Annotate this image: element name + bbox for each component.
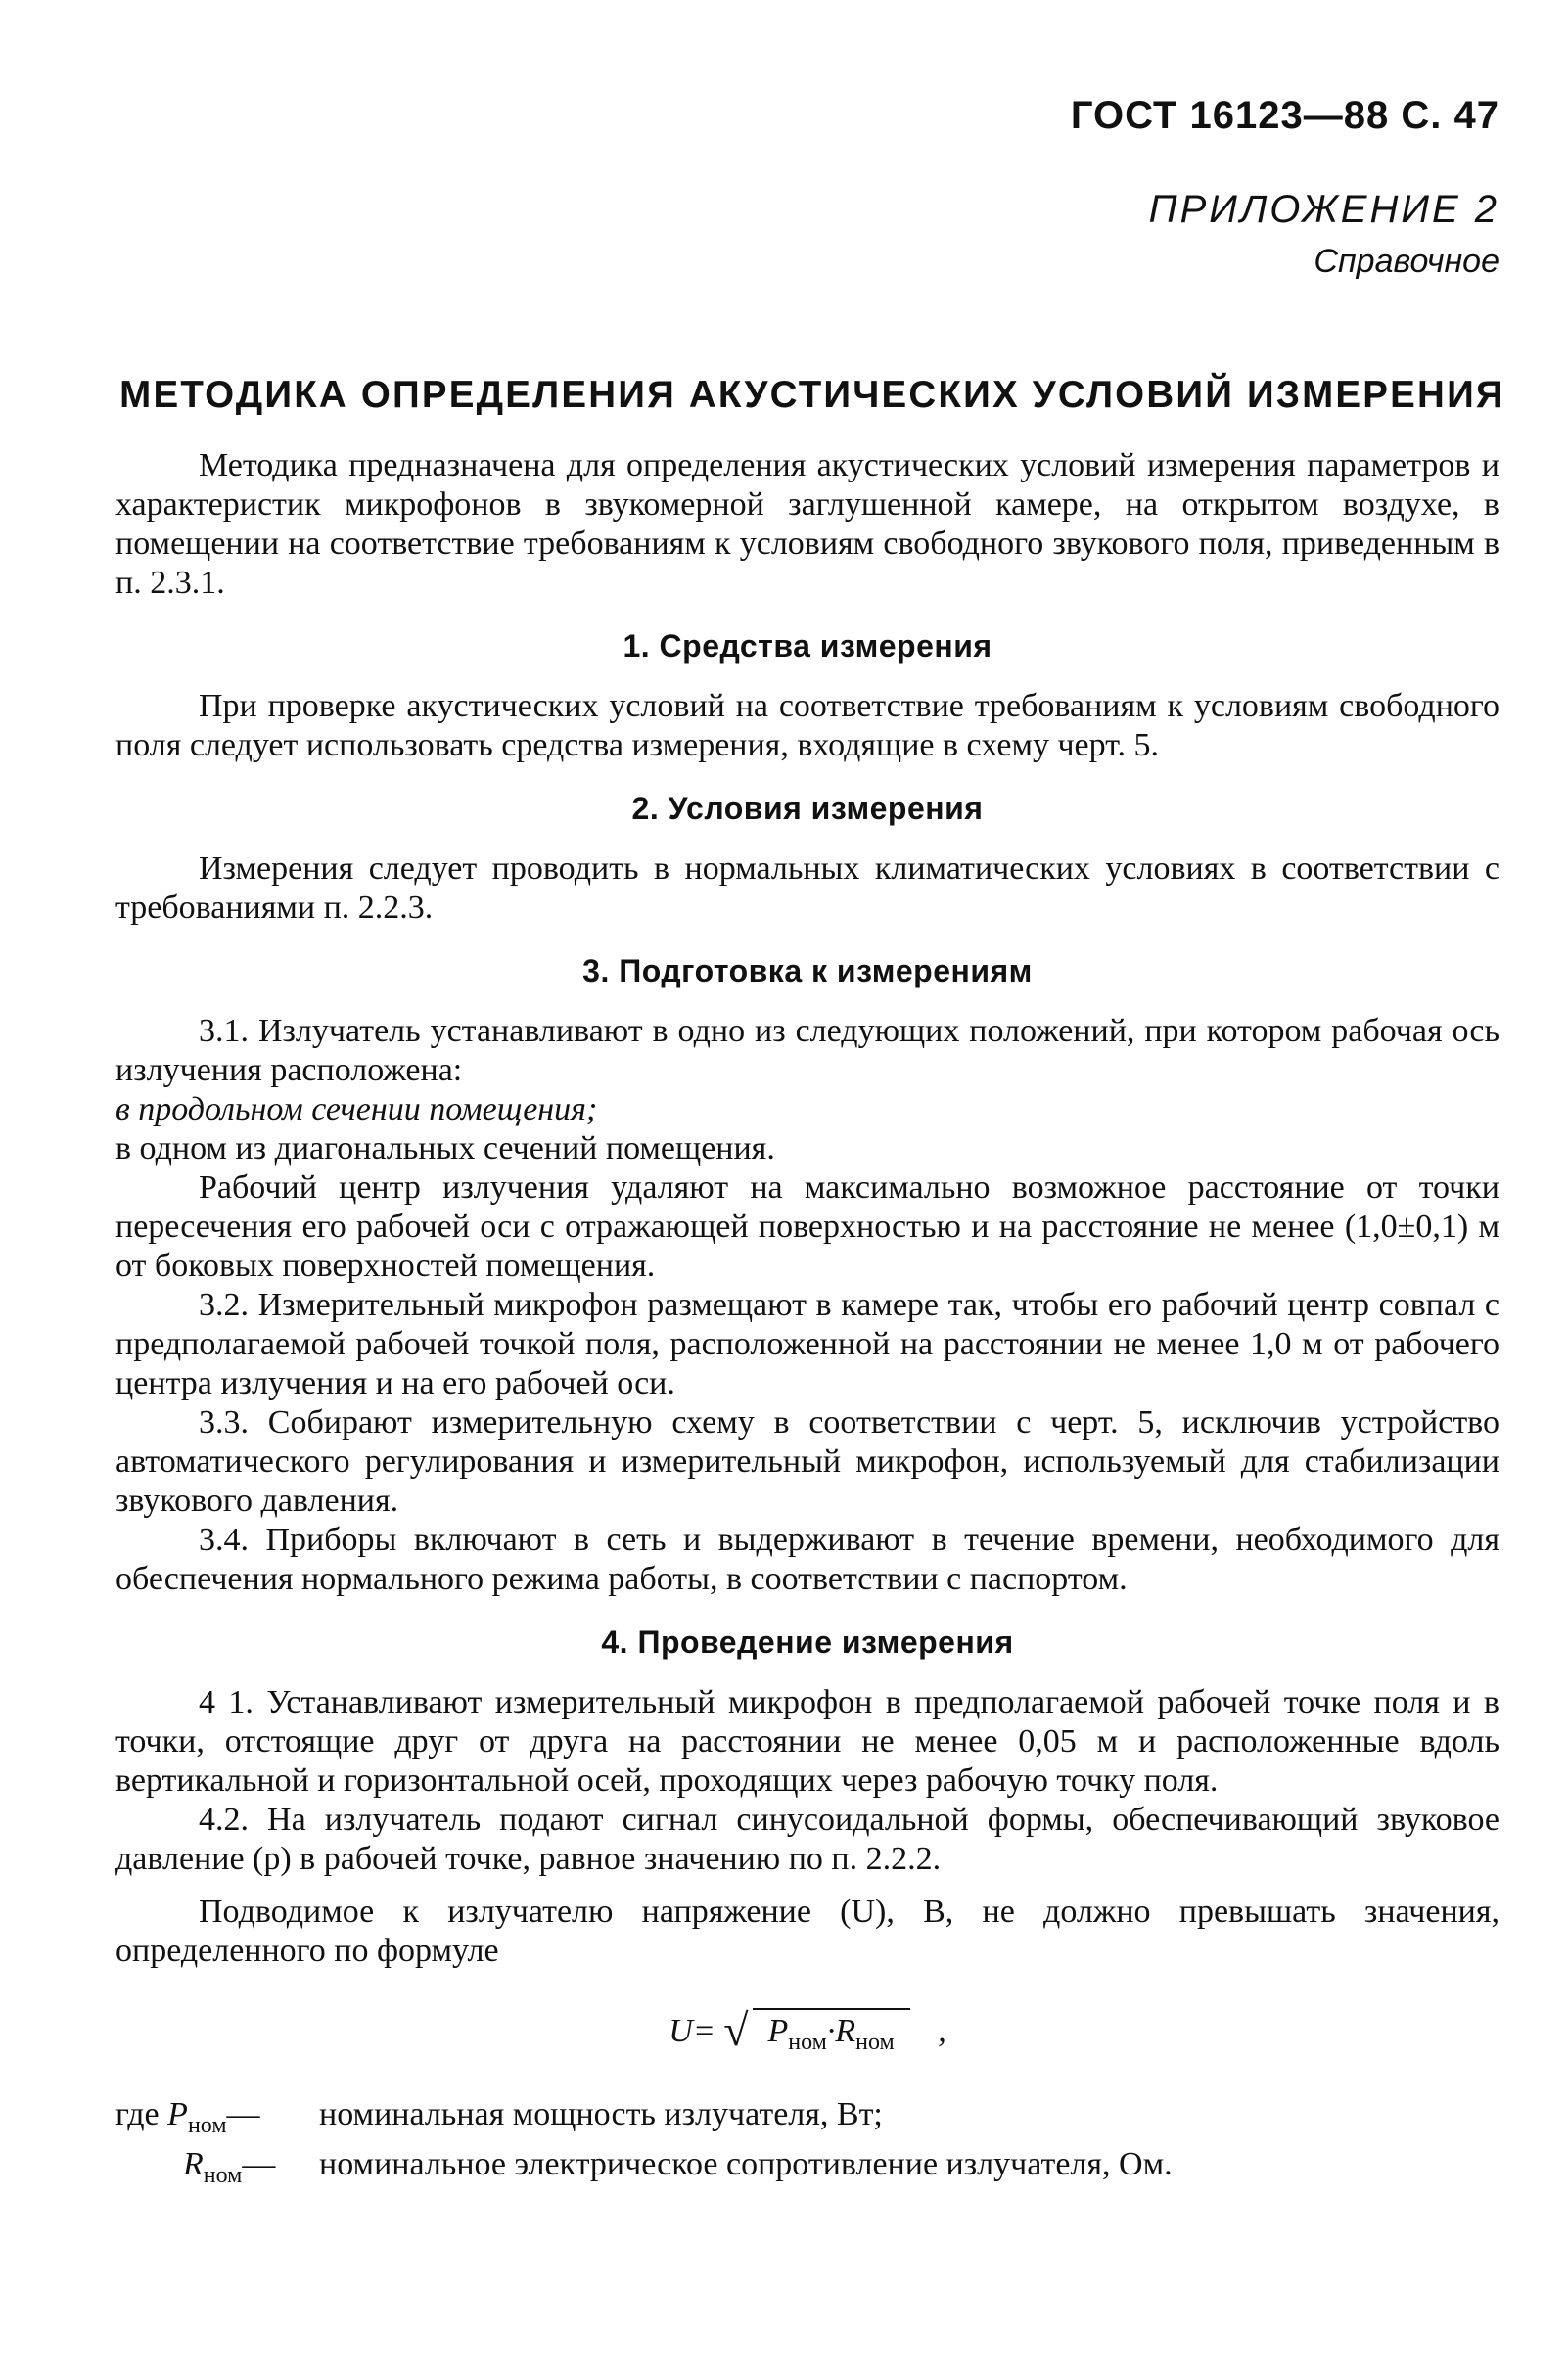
clause-3-2: 3.2. Измерительный микрофон размещают в камере так, чтобы его рабочий центр совпал с предполагаемой рабочей точкой поля, расположенной на расстоянии не менее 1,0 м от рабочего центра излучения и на его рабочей оси. <box>115 1287 1499 1401</box>
formula-root <box>723 2005 909 2062</box>
legend-r-desc: номинальное электрическое сопротивление излучателя, Ом. <box>319 2145 1173 2182</box>
document-title: МЕТОДИКА ОПРЕДЕЛЕНИЯ АКУСТИЧЕСКИХ УСЛОВИЙ ИЗМЕРЕНИЯ <box>119 374 1505 416</box>
legend-r-dash: — <box>242 2145 276 2182</box>
clause-4-1: 4 1. Устанавливают измерительный микрофон в предполагаемой рабочей точке поля и в точки, отстоящие друг от друга на расстоянии не менее 0,05 м и расположенные вдоль вертикальной и горизонтальной осей, проходящих через рабочую точку поля. <box>115 1684 1499 1799</box>
section-heading-2: 2. Условия измерения <box>631 791 984 826</box>
formula-dot: · <box>826 2013 836 2049</box>
intro-paragraph: Методика предназначена для определения акустических условий измерения параметров и характеристик микрофонов в звукомерной заглушенной камере, на открытом воздухе, в помещении на соответствие требованиям к условиям свободного звукового поля, приведенным в п. 2.3.1. <box>115 447 1499 601</box>
formula-legend <box>115 2095 1499 2195</box>
formula-r: R <box>835 2013 856 2049</box>
legend-p-dash: — <box>226 2095 260 2132</box>
page-header-code: ГОСТ 16123—88 С. 47 <box>1070 94 1499 137</box>
legend-r-sub: ном <box>203 2162 243 2188</box>
legend-p-letter: P <box>167 2095 188 2132</box>
clause-3-1-item-b: в одном из диагональных сечений помещения. <box>115 1130 775 1167</box>
document-body <box>115 446 1499 2194</box>
clause-3-1: 3.1. Излучатель устанавливают в одно из следующих положений, при котором рабочая ось излучения расположена: <box>115 1013 1499 1088</box>
formula-r-sub: ном <box>855 2029 895 2055</box>
formula-radicand <box>753 2008 910 2062</box>
clause-4-2: 4.2. На излучатель подают сигнал синусоидальной формы, обеспечивающий звуковое давление (р) в рабочей точке, равное значению по п. 2.2.2. <box>115 1802 1499 1877</box>
clause-3-1-item-a: в продольном сечении помещения; <box>115 1091 598 1127</box>
formula-lhs: U= <box>669 2013 715 2049</box>
square-root-icon: √ <box>723 2005 749 2055</box>
legend-symbol-r <box>115 2145 311 2195</box>
legend-r-letter: R <box>183 2145 204 2182</box>
clause-3-1-center: Рабочий центр излучения удаляют на максимально возможное расстояние от точки пересечения его рабочей оси с отражающей поверхностью и на расстояние не менее (1,0±0,1) м от боковых поверхностей помещения. <box>115 1169 1499 1284</box>
clause-4-voltage: Подводимое к излучателю напряжение (U), В, не должно превышать значения, определенного по формуле <box>115 1894 1499 1969</box>
legend-lead: где <box>115 2095 160 2132</box>
section-1-text: При проверке акустических условий на соответствие требованиям к условиям свободного поля следует использовать средства измерения, входящие в схему черт. 5. <box>115 688 1499 763</box>
appendix-subtitle: Справочное <box>1314 243 1499 280</box>
section-2-text: Измерения следует проводить в нормальных климатических условиях в соответствии с требованиями п. 2.2.3. <box>115 850 1499 926</box>
clause-3-4: 3.4. Приборы включают в сеть и выдерживают в течение времени, необходимого для обеспечения нормального режима работы, в соответствии с паспортом. <box>115 1522 1499 1597</box>
appendix-title: ПРИЛОЖЕНИЕ 2 <box>1148 188 1499 231</box>
formula-p-sub: ном <box>788 2029 827 2055</box>
legend-p-sub: ном <box>187 2112 227 2138</box>
legend-p-desc: номинальная мощность излучателя, Вт; <box>319 2095 883 2132</box>
formula-comma: , <box>938 2013 946 2049</box>
section-heading-1: 1. Средства измерения <box>623 628 992 664</box>
legend-symbol-p <box>115 2095 311 2145</box>
section-heading-3: 3. Подготовка к измерениям <box>582 953 1033 988</box>
voltage-formula <box>115 2005 1499 2062</box>
section-heading-4: 4. Проведение измерения <box>601 1625 1014 1660</box>
clause-3-3: 3.3. Собирают измерительную схему в соответствии с черт. 5, исключив устройство автоматического регулирования и измерительный микрофон, используемый для стабилизации звукового давления. <box>115 1404 1499 1519</box>
formula-p: P <box>767 2013 789 2049</box>
